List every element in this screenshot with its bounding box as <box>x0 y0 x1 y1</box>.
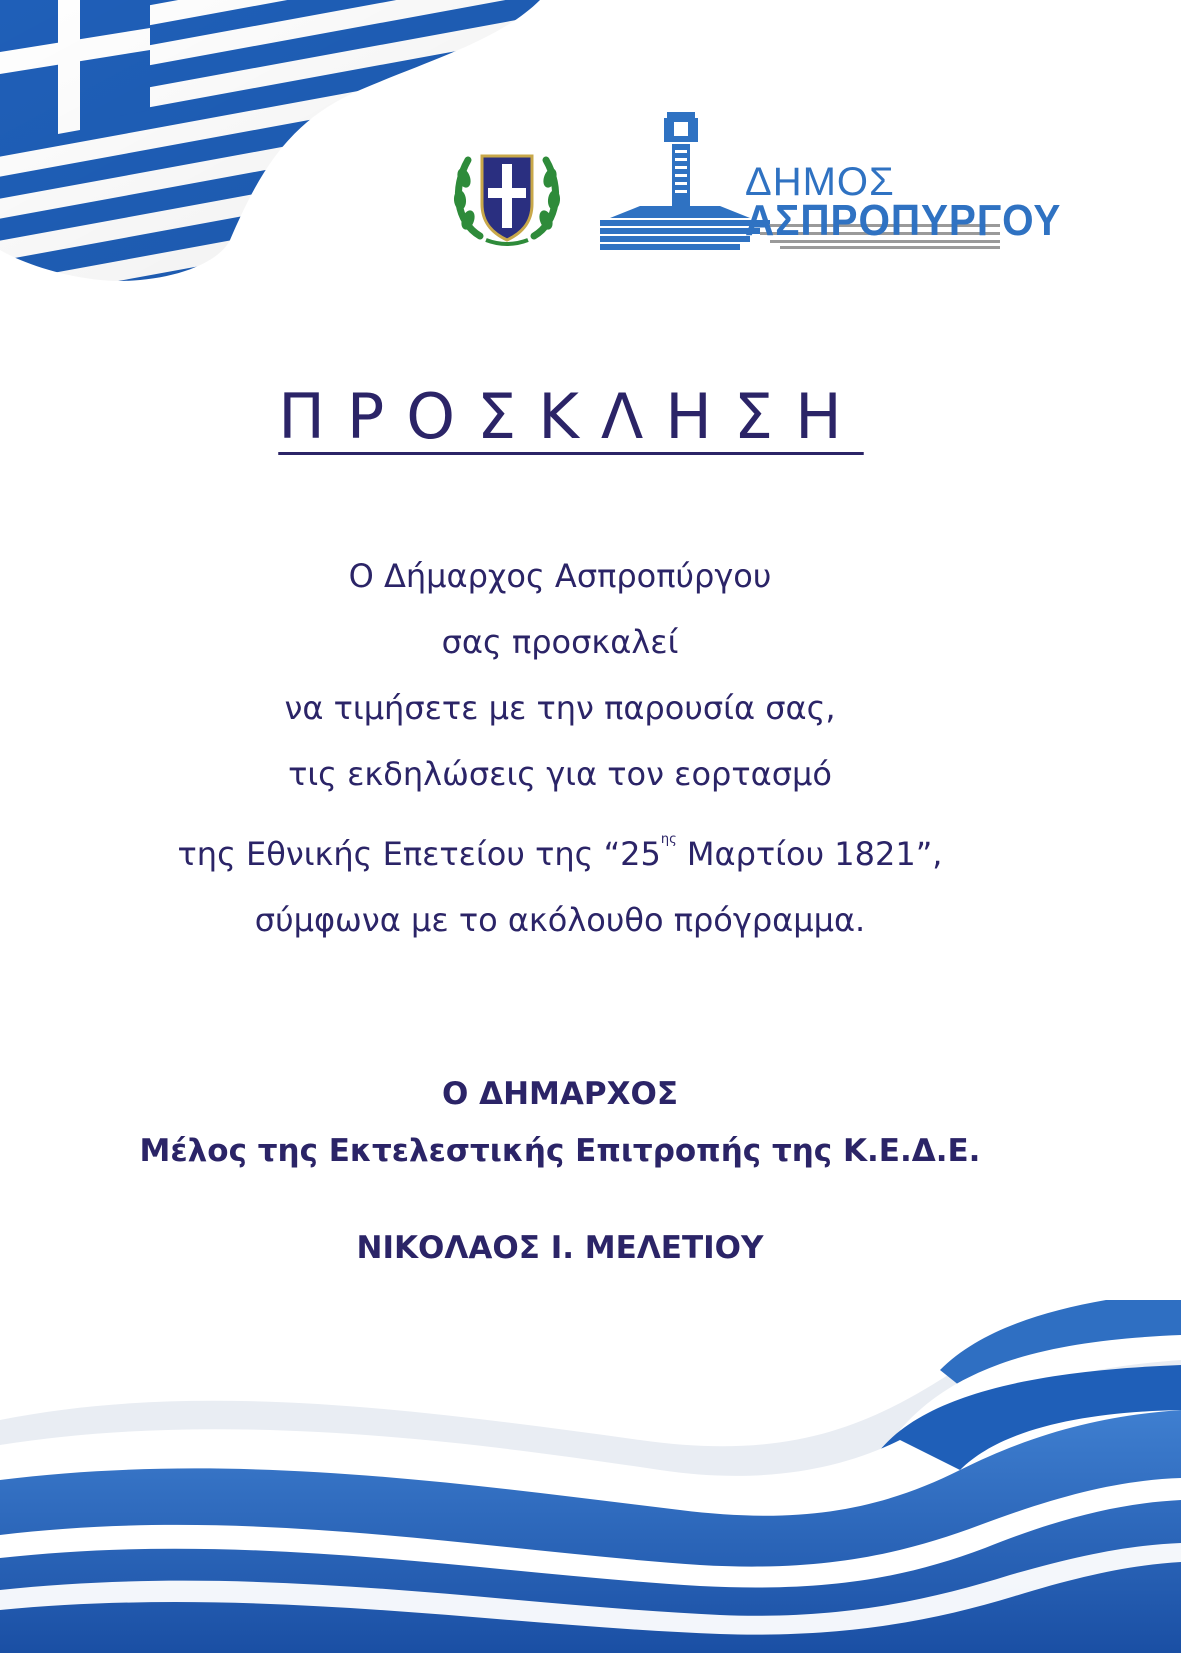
body-line-1: Ο Δήμαρχος Ασπροπύργου <box>348 557 772 595</box>
body-line-5-pre: της Εθνικής Επετείου της “25 <box>177 835 661 873</box>
signature-member: Μέλος της Εκτελεστικής Επιτροπής της Κ.Ε.Δ.Ε. <box>139 1133 981 1169</box>
body-line-2: σας προσκαλεί <box>441 623 679 661</box>
signature-name: ΝΙΚΟΛΑΟΣ Ι. ΜΕΛΕΤΙΟΥ <box>356 1230 764 1266</box>
invitation-body <box>100 543 1020 953</box>
page-title <box>0 380 1120 453</box>
body-line-4: τις εκδηλώσεις για τον εορτασμό <box>288 755 832 793</box>
greek-flag-wave-bottom <box>0 1300 1181 1653</box>
body-line-5-sup: ης <box>660 832 677 847</box>
body-line-5 <box>100 807 1020 887</box>
body-line-3: να τιμήσετε με την παρουσία σας, <box>284 689 836 727</box>
logo-text-aspropyrgou: ΑΣΠΡΟΠΥΡΓΟΥ <box>745 196 1062 245</box>
body-line-5-post: Μαρτίου 1821”, <box>676 835 943 873</box>
logo-text-dimos: ΔΗΜΟΣ <box>745 160 895 204</box>
signature-role: Ο ΔΗΜΑΡΧΟΣ <box>441 1076 679 1112</box>
title-text: ΠΡΟΣΚΛΗΣΗ <box>278 380 864 453</box>
body-line-6: σύμφωνα με το ακόλουθο πρόγραμμα. <box>254 901 866 939</box>
greek-coat-of-arms-icon <box>450 138 564 250</box>
